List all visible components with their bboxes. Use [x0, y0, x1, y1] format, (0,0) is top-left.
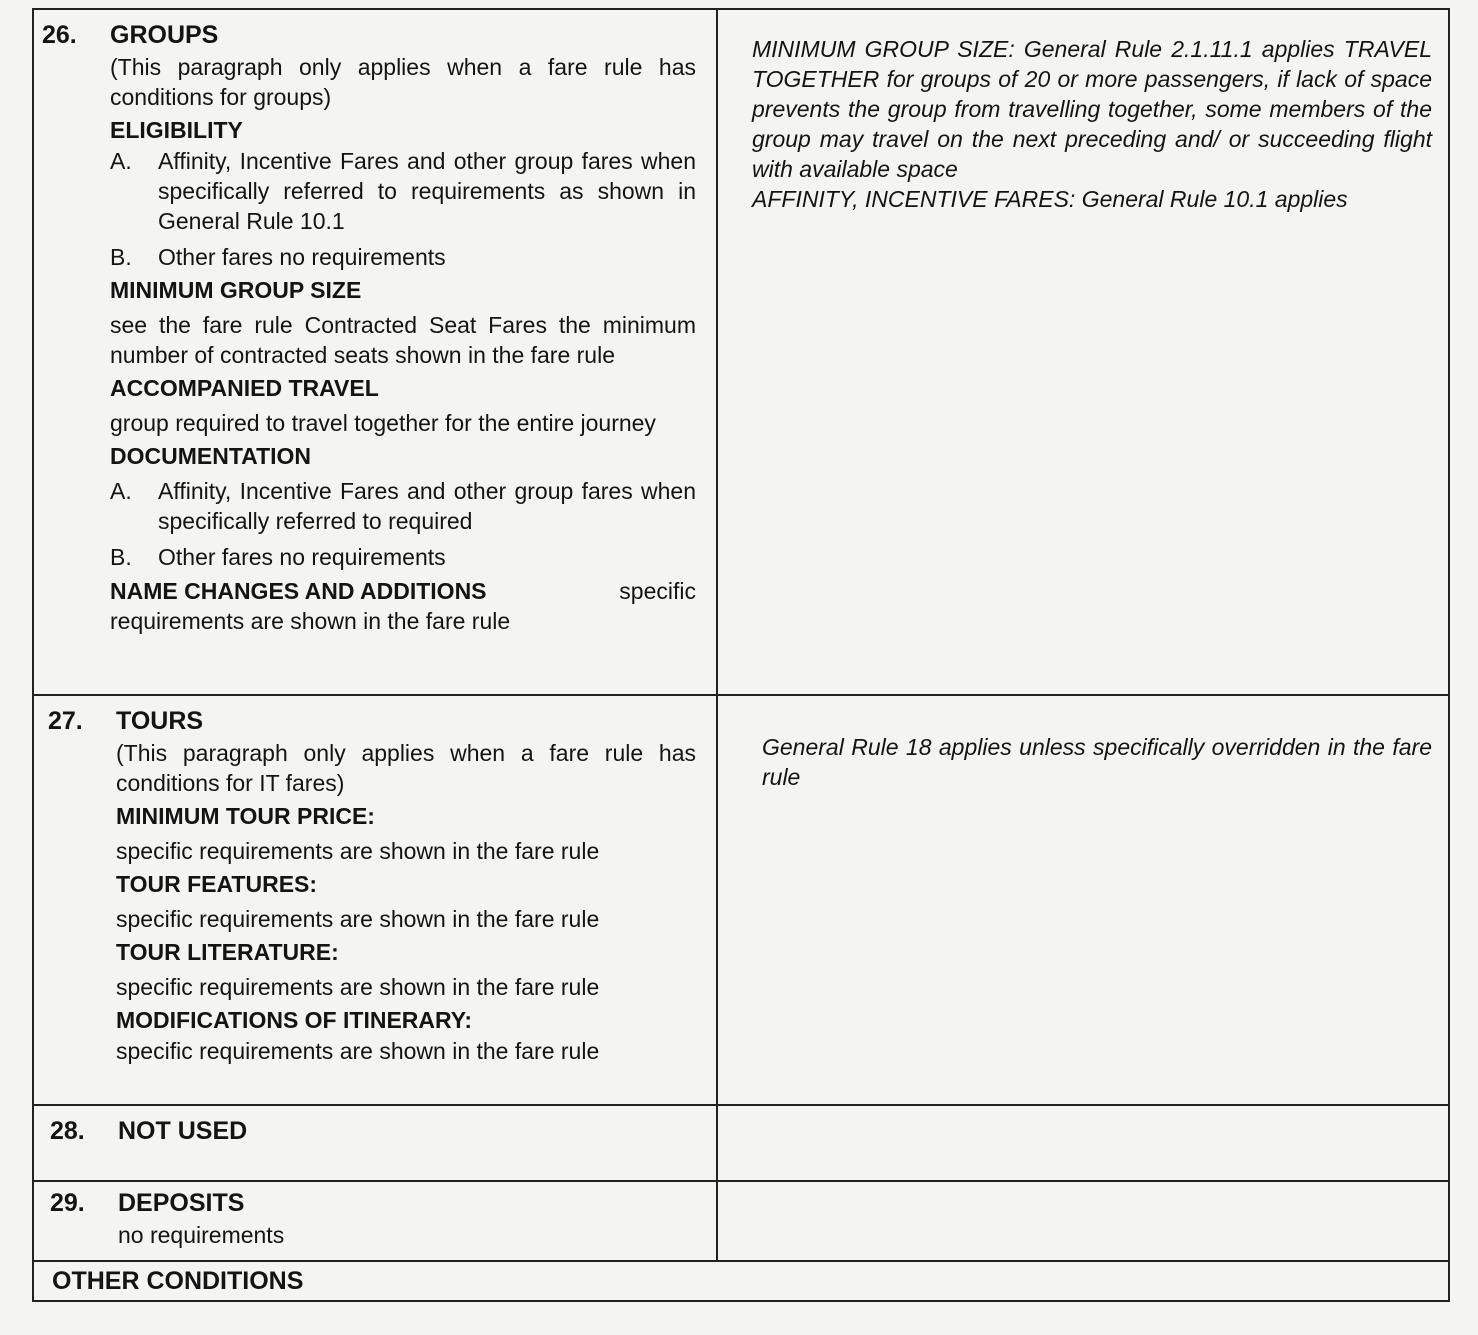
section-heading — [42, 18, 696, 52]
minimum-tour-price-text: specific requirements are shown in the fare rule — [116, 838, 600, 864]
item-letter: B. — [110, 544, 132, 570]
section-number: 29. — [50, 1189, 85, 1217]
other-conditions-title: OTHER CONDITIONS — [52, 1267, 304, 1295]
section-title: DEPOSITS — [118, 1189, 245, 1217]
section-intro: (This paragraph only applies when a fare rule has conditions for groups) — [110, 54, 696, 110]
tour-features-heading: TOUR FEATURES: — [116, 871, 318, 897]
eligibility-heading: ELIGIBILITY — [110, 117, 243, 143]
groups-right-text: MINIMUM GROUP SIZE: General Rule 2.1.11.1 applies TRAVEL TOGETHER for groups of 20 or more passengers, if lack of space prevents the group from travelling together, some members of the group may travel on the next preceding and/ or succeeding flight with available space — [752, 36, 1432, 182]
tour-features-text: specific requirements are shown in the fare rule — [116, 906, 600, 932]
minimum-group-size-text: see the fare rule Contracted Seat Fares the minimum number of contracted seats shown in the fare rule — [110, 312, 696, 368]
accompanied-travel-text: group required to travel together for the entire journey — [110, 410, 656, 436]
modifications-itinerary-text: specific requirements are shown in the fare rule — [116, 1038, 600, 1064]
name-changes-text: requirements are shown in the fare rule — [110, 608, 511, 634]
documentation-heading: DOCUMENTATION — [110, 443, 312, 469]
documentation-item — [110, 542, 696, 572]
eligibility-item — [110, 146, 696, 236]
section-deposits-right-cell — [717, 1181, 1449, 1261]
groups-right-affinity: AFFINITY, INCENTIVE FARES: General Rule 10.1 applies — [752, 186, 1348, 212]
documentation-item — [110, 476, 696, 536]
modifications-itinerary-heading: MODIFICATIONS OF ITINERARY: — [116, 1007, 473, 1033]
section-deposits-row — [33, 1181, 1449, 1261]
section-groups-left-cell — [33, 9, 717, 695]
section-not-used-row — [33, 1105, 1449, 1181]
section-title: TOURS — [116, 707, 204, 735]
name-changes-line — [110, 576, 696, 606]
tours-right-text: General Rule 18 applies unless specifically overridden in the fare rule — [762, 734, 1432, 790]
section-deposits-left-cell — [33, 1181, 717, 1261]
section-number: 27. — [48, 707, 83, 735]
item-text: Affinity, Incentive Fares and other group fares when specifically referred to requirements as shown in General Rule 10.1 — [158, 148, 696, 234]
item-text: Other fares no requirements — [158, 244, 446, 270]
item-letter: A. — [110, 148, 132, 174]
deposits-text: no requirements — [118, 1222, 285, 1248]
item-letter: B. — [110, 244, 132, 270]
minimum-tour-price-heading: MINIMUM TOUR PRICE: — [116, 803, 375, 829]
section-heading — [50, 1186, 696, 1220]
item-letter: A. — [110, 478, 132, 504]
tour-literature-heading: TOUR LITERATURE: — [116, 939, 339, 965]
section-number: 28. — [50, 1117, 85, 1145]
section-groups-row — [33, 9, 1449, 695]
section-heading — [50, 1114, 696, 1148]
section-other-conditions-row — [33, 1261, 1449, 1301]
section-number: 26. — [42, 21, 77, 49]
item-text: Affinity, Incentive Fares and other group fares when specifically referred to required — [158, 478, 696, 534]
section-tours-right-cell — [717, 695, 1449, 1105]
name-changes-text-inline: specific — [619, 578, 696, 604]
eligibility-item — [110, 242, 696, 272]
section-not-used-left-cell — [33, 1105, 717, 1181]
section-tours-left-cell — [33, 695, 717, 1105]
other-conditions-cell — [33, 1261, 1449, 1301]
item-text: Other fares no requirements — [158, 544, 446, 570]
section-not-used-right-cell — [717, 1105, 1449, 1181]
section-tours-row — [33, 695, 1449, 1105]
fare-rules-table — [32, 8, 1450, 1302]
section-intro: (This paragraph only applies when a fare rule has conditions for IT fares) — [116, 740, 696, 796]
minimum-group-size-heading: MINIMUM GROUP SIZE — [110, 277, 362, 303]
name-changes-heading: NAME CHANGES AND ADDITIONS — [110, 578, 487, 604]
tour-literature-text: specific requirements are shown in the fare rule — [116, 974, 600, 1000]
accompanied-travel-heading: ACCOMPANIED TRAVEL — [110, 375, 379, 401]
section-title: NOT USED — [118, 1117, 248, 1145]
section-heading — [48, 704, 696, 738]
section-groups-right-cell — [717, 9, 1449, 695]
section-title: GROUPS — [110, 21, 219, 49]
